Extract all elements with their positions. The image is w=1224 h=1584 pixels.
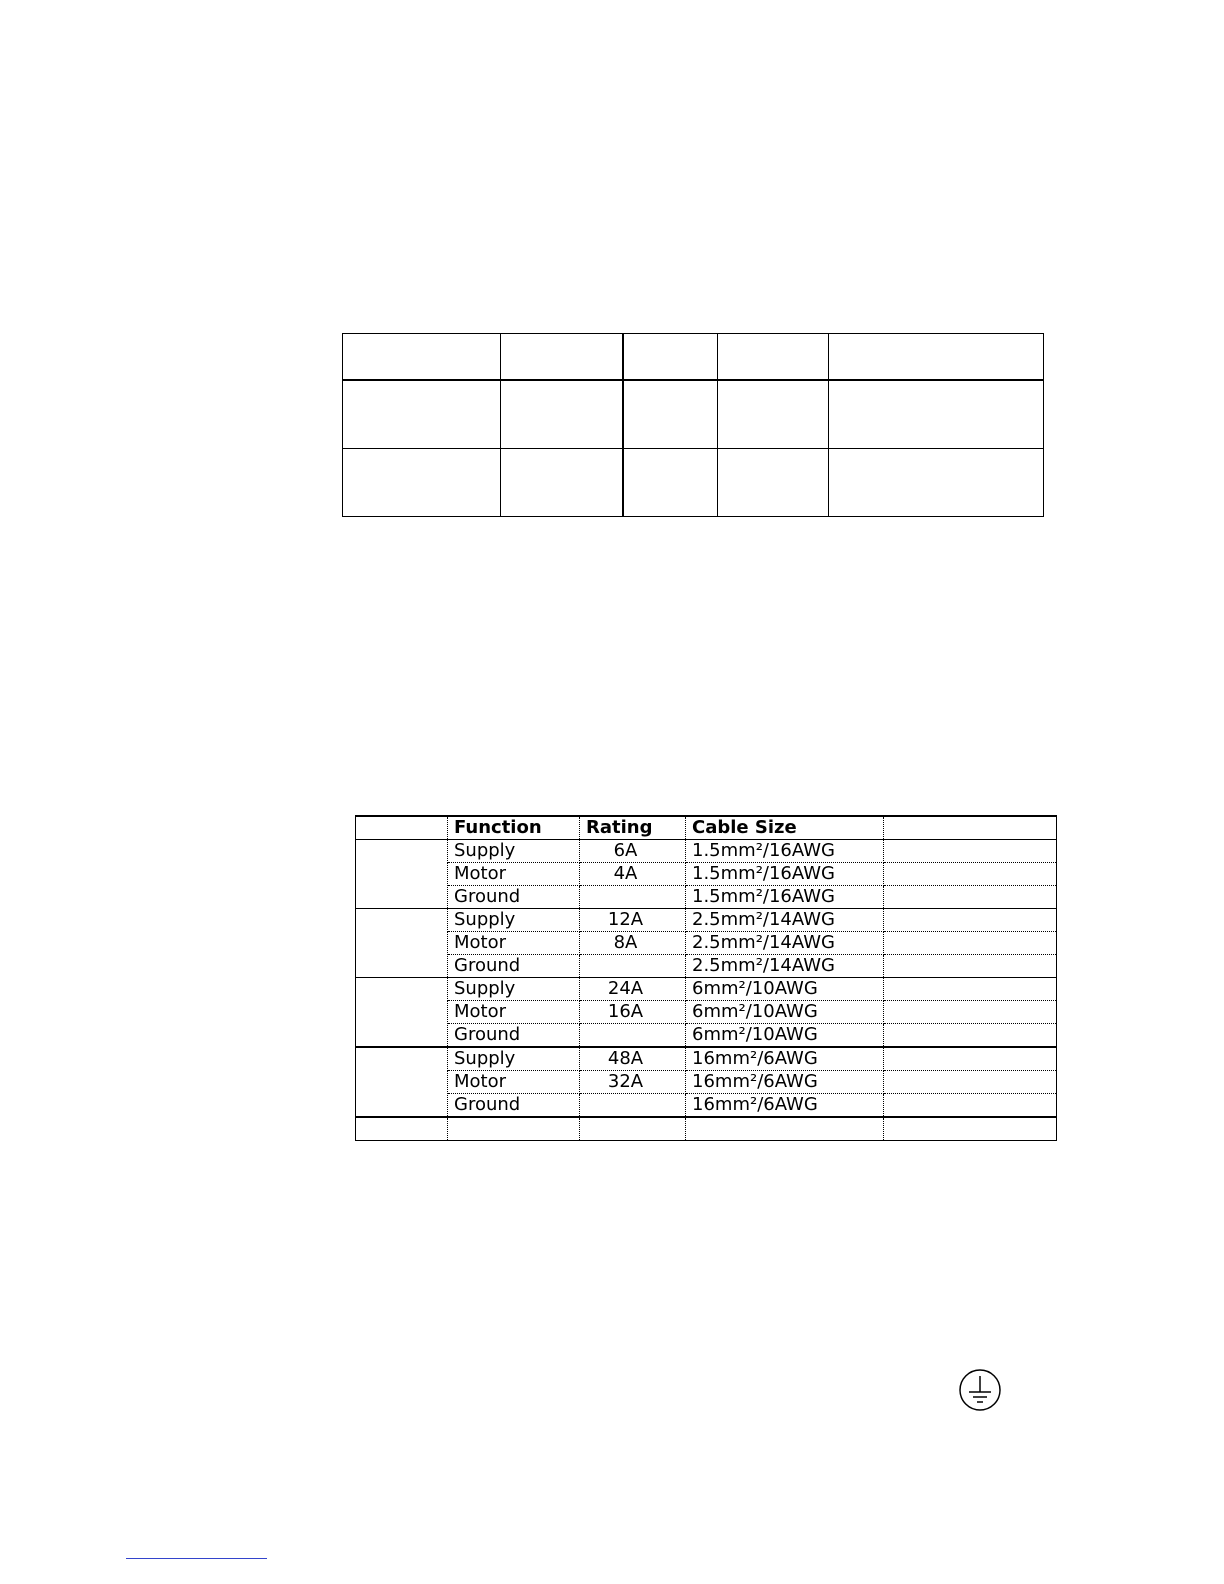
notes-column-header [884,816,1057,840]
function-cell: Motor [448,932,580,955]
grid-cell [623,449,718,517]
table-row [356,840,1057,863]
rating-cell [580,1094,686,1118]
rating-cell: 4A [580,863,686,886]
notes-cell [884,1001,1057,1024]
notes-cell [884,978,1057,1001]
grid-cell [718,449,829,517]
rating-cell: 16A [580,1001,686,1024]
rating-column-header: Rating [580,816,686,840]
rating-cell: 6A [580,840,686,863]
model-group-cell [356,978,448,1048]
notes-cell [884,863,1057,886]
grid-cell [829,334,1044,381]
rating-cell: 32A [580,1071,686,1094]
cable-size-cell: 6mm²/10AWG [686,1001,884,1024]
table-row [356,978,1057,1001]
cable-size-cell: 6mm²/10AWG [686,978,884,1001]
grid-cell [501,334,623,381]
notes-cell [884,1117,1057,1141]
cable-size-cell: 1.5mm²/16AWG [686,886,884,909]
function-cell: Supply [448,1047,580,1071]
cable-size-column-header: Cable Size [686,816,884,840]
cable-size-cell: 2.5mm²/14AWG [686,955,884,978]
footnote-separator [126,1558,267,1559]
model-group-cell [356,1117,448,1141]
rating-cell [580,1117,686,1141]
table-row [356,1117,1057,1141]
protective-earth-icon [958,1368,1002,1412]
grid-row [343,449,1044,517]
table-row [356,1047,1057,1071]
cable-size-table [355,815,1057,1141]
model-column-header [356,816,448,840]
rating-cell [580,955,686,978]
rating-cell: 8A [580,932,686,955]
table-row [356,1001,1057,1024]
rating-cell: 12A [580,909,686,932]
function-column-header: Function [448,816,580,840]
notes-cell [884,1094,1057,1118]
rating-cell [580,1024,686,1048]
grid-cell [718,380,829,449]
function-cell: Motor [448,1071,580,1094]
function-cell: Supply [448,978,580,1001]
empty-grid-table [342,333,1044,517]
notes-cell [884,1024,1057,1048]
notes-cell [884,886,1057,909]
cable-size-cell: 1.5mm²/16AWG [686,840,884,863]
table-row [356,886,1057,909]
cable-size-cell: 16mm²/6AWG [686,1071,884,1094]
grid-cell [343,380,501,449]
table-row [356,1094,1057,1118]
function-cell: Supply [448,840,580,863]
grid-cell [623,380,718,449]
rating-cell: 48A [580,1047,686,1071]
grid-cell [718,334,829,381]
cable-size-cell: 2.5mm²/14AWG [686,932,884,955]
notes-cell [884,840,1057,863]
table-row [356,932,1057,955]
function-cell: Motor [448,863,580,886]
cable-size-cell: 16mm²/6AWG [686,1047,884,1071]
function-cell: Ground [448,955,580,978]
table-row [356,955,1057,978]
table-row [356,1071,1057,1094]
rating-cell [580,886,686,909]
cable-size-cell: 1.5mm²/16AWG [686,863,884,886]
cable-size-cell: 6mm²/10AWG [686,1024,884,1048]
function-cell [448,1117,580,1141]
table-row [356,863,1057,886]
notes-cell [884,1047,1057,1071]
function-cell: Ground [448,1094,580,1118]
grid-cell [343,449,501,517]
model-group-cell [356,909,448,978]
cable-size-cell: 2.5mm²/14AWG [686,909,884,932]
notes-cell [884,1071,1057,1094]
function-cell: Ground [448,1024,580,1048]
grid-cell [829,380,1044,449]
grid-cell [501,380,623,449]
grid-cell [501,449,623,517]
model-group-cell [356,840,448,909]
function-cell: Motor [448,1001,580,1024]
table-header-row [356,816,1057,840]
notes-cell [884,932,1057,955]
grid-row [343,380,1044,449]
cable-size-cell [686,1117,884,1141]
notes-cell [884,909,1057,932]
model-group-cell [356,1047,448,1117]
grid-cell [829,449,1044,517]
function-cell: Ground [448,886,580,909]
grid-cell [343,334,501,381]
rating-cell: 24A [580,978,686,1001]
grid-cell [623,334,718,381]
grid-header-row [343,334,1044,381]
notes-cell [884,955,1057,978]
function-cell: Supply [448,909,580,932]
cable-size-cell: 16mm²/6AWG [686,1094,884,1118]
table-row [356,909,1057,932]
table-row [356,1024,1057,1048]
